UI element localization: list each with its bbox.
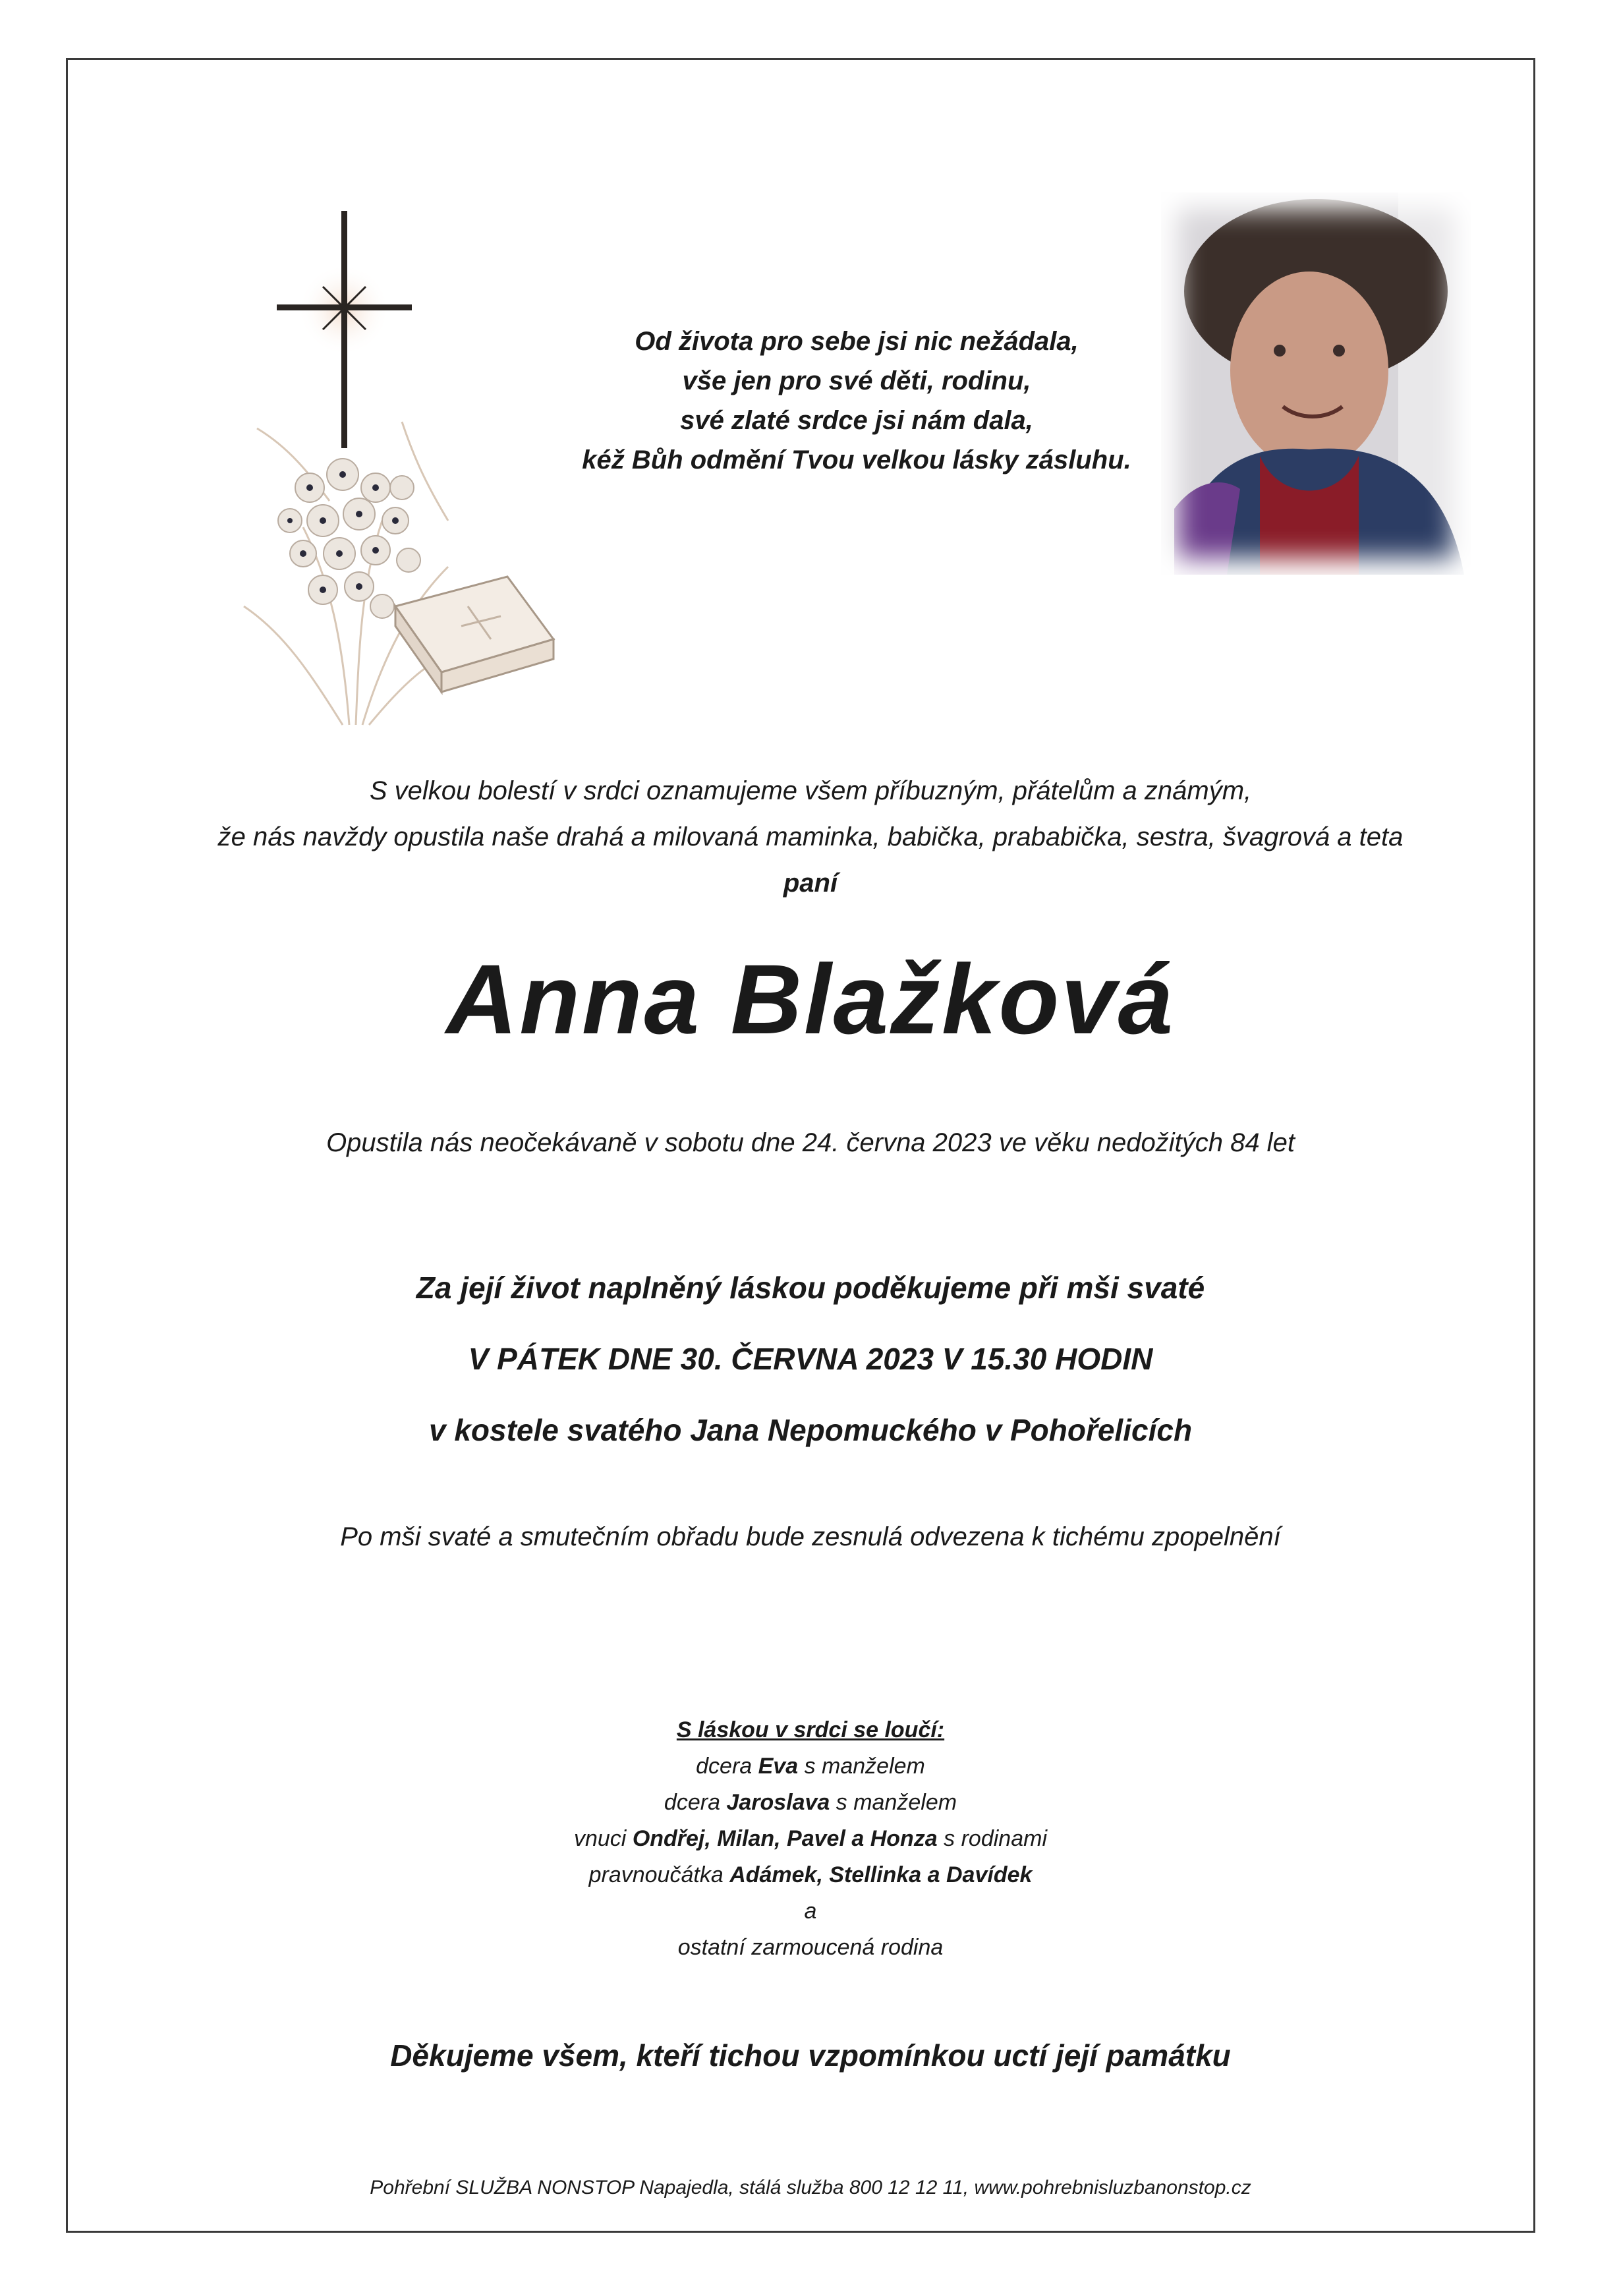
closing-thanks: Děkujeme všem, kteří tichou vzpomínkou uctí její památku [390, 2038, 1231, 2073]
poem-line: Od života pro sebe jsi nic nežádala, [635, 327, 1079, 356]
deceased-name: Anna Blažková [446, 944, 1175, 1054]
service-line: Za její život naplněný láskou poděkujeme při mši svaté [416, 1271, 1205, 1305]
mourners-closing: ostatní zarmoucená rodina [677, 1935, 944, 1960]
mourners-connector: a [804, 1899, 817, 1924]
memorial-poem [527, 322, 1186, 480]
poem-line: vše jen pro své děti, rodinu, [682, 366, 1031, 395]
cremation-note: Po mši svaté a smutečním obřadu bude zesnulá odvezena k tichému zpopelnění [340, 1522, 1281, 1551]
cross-flowers-book-illustration [231, 211, 560, 738]
mourner-row: dcera Eva s manželem [696, 1754, 925, 1779]
title-pani: paní [783, 869, 838, 898]
service-location: v kostele svatého Jana Nepomuckého v Pohořelicích [428, 1413, 1193, 1447]
announcement-line: že nás navždy opustila naše drahá a milovaná maminka, babička, prababička, sestra, švagrová a teta [217, 822, 1404, 851]
announcement-line: S velkou bolestí v srdci oznamujeme všem příbuzným, přátelům a známým, [369, 776, 1252, 805]
service-datetime: V PÁTEK DNE 30. ČERVNA 2023 V 15.30 HODIN [468, 1342, 1153, 1376]
mourners-list [395, 1712, 1226, 1966]
death-notice: Opustila nás neočekávaně v sobotu dne 24. června 2023 ve věku nedožitých 84 let [326, 1128, 1295, 1157]
mourners-heading: S láskou v srdci se loučí: [676, 1717, 945, 1742]
mourner-row: vnuci Ondřej, Milan, Pavel a Honza s rodinami [573, 1826, 1047, 1851]
funeral-service-footer: Pohřební SLUŽBA NONSTOP Napajedla, stálá služba 800 12 12 11, www.pohrebnisluzbanonstop.cz [370, 2177, 1251, 2198]
poem-line: kéž Bůh odmění Tvou velkou lásky zásluhu. [582, 445, 1131, 474]
mourner-row: pravnoučátka Adámek, Stellinka a Davídek [588, 1862, 1033, 1887]
poem-line: své zlaté srdce jsi nám dala, [680, 406, 1033, 435]
portrait-photo [1161, 192, 1471, 575]
funeral-service-info [165, 1252, 1456, 1466]
announcement-text [165, 768, 1456, 906]
mourner-row: dcera Jaroslava s manželem [664, 1790, 957, 1815]
